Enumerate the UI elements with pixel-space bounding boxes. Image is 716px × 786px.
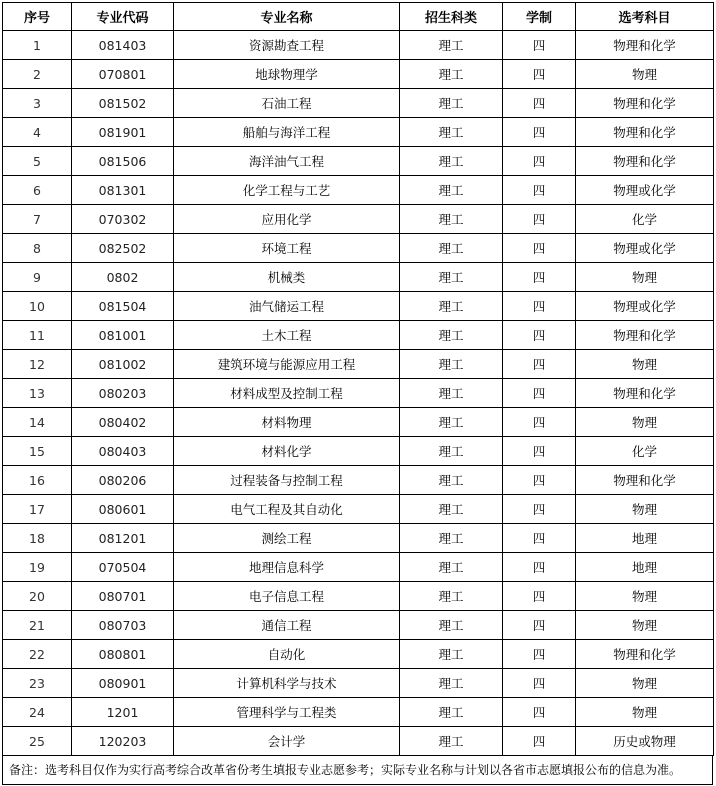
cell-major-name: 石油工程 [174,89,400,118]
cell-duration: 四 [503,611,576,640]
cell-major-name: 土木工程 [174,321,400,350]
cell-code: 080402 [72,408,174,437]
cell-subjects: 物理或化学 [576,292,714,321]
cell-duration: 四 [503,582,576,611]
cell-major-name: 资源勘查工程 [174,31,400,60]
cell-code: 081506 [72,147,174,176]
majors-table-container [2,2,713,785]
cell-duration: 四 [503,553,576,582]
cell-major-name: 电气工程及其自动化 [174,495,400,524]
cell-duration: 四 [503,118,576,147]
cell-index: 10 [3,292,72,321]
footnote: 备注：选考科目仅作为实行高考综合改革省份考生填报专业志愿参考；实际专业名称与计划以各省市志愿填报公布的信息为准。 [2,756,713,785]
cell-major-name: 环境工程 [174,234,400,263]
cell-category: 理工 [400,350,503,379]
cell-major-name: 应用化学 [174,205,400,234]
cell-duration: 四 [503,350,576,379]
table-row [3,437,714,466]
cell-index: 2 [3,60,72,89]
cell-code: 070302 [72,205,174,234]
cell-duration: 四 [503,495,576,524]
cell-duration: 四 [503,408,576,437]
cell-index: 13 [3,379,72,408]
cell-category: 理工 [400,524,503,553]
cell-duration: 四 [503,321,576,350]
cell-subjects: 地理 [576,553,714,582]
table-row [3,205,714,234]
cell-code: 080403 [72,437,174,466]
cell-major-name: 地理信息科学 [174,553,400,582]
table-row [3,147,714,176]
cell-index: 15 [3,437,72,466]
cell-category: 理工 [400,234,503,263]
cell-category: 理工 [400,60,503,89]
header-duration: 学制 [503,3,576,31]
cell-code: 080601 [72,495,174,524]
table-row [3,466,714,495]
cell-subjects: 物理和化学 [576,379,714,408]
table-row [3,698,714,727]
cell-major-name: 材料化学 [174,437,400,466]
cell-index: 17 [3,495,72,524]
cell-index: 18 [3,524,72,553]
cell-code: 080701 [72,582,174,611]
cell-code: 081504 [72,292,174,321]
cell-major-name: 材料物理 [174,408,400,437]
cell-subjects: 物理或化学 [576,234,714,263]
cell-major-name: 计算机科学与技术 [174,669,400,698]
cell-index: 7 [3,205,72,234]
cell-index: 3 [3,89,72,118]
table-row [3,31,714,60]
cell-duration: 四 [503,292,576,321]
cell-major-name: 通信工程 [174,611,400,640]
cell-category: 理工 [400,640,503,669]
cell-index: 22 [3,640,72,669]
cell-category: 理工 [400,553,503,582]
cell-index: 6 [3,176,72,205]
cell-subjects: 物理和化学 [576,147,714,176]
cell-subjects: 物理 [576,350,714,379]
cell-duration: 四 [503,698,576,727]
table-row [3,553,714,582]
cell-index: 9 [3,263,72,292]
cell-duration: 四 [503,669,576,698]
cell-duration: 四 [503,379,576,408]
table-row [3,408,714,437]
cell-category: 理工 [400,698,503,727]
cell-category: 理工 [400,437,503,466]
table-row [3,321,714,350]
cell-subjects: 物理 [576,408,714,437]
cell-category: 理工 [400,727,503,756]
cell-category: 理工 [400,379,503,408]
table-body [3,31,714,756]
cell-duration: 四 [503,263,576,292]
cell-duration: 四 [503,176,576,205]
cell-major-name: 管理科学与工程类 [174,698,400,727]
cell-index: 5 [3,147,72,176]
header-subjects: 选考科目 [576,3,714,31]
cell-major-name: 化学工程与工艺 [174,176,400,205]
cell-duration: 四 [503,147,576,176]
cell-category: 理工 [400,582,503,611]
header-code: 专业代码 [72,3,174,31]
cell-category: 理工 [400,118,503,147]
table-row [3,60,714,89]
cell-index: 23 [3,669,72,698]
cell-duration: 四 [503,60,576,89]
cell-code: 080901 [72,669,174,698]
cell-category: 理工 [400,205,503,234]
cell-category: 理工 [400,466,503,495]
table-row [3,350,714,379]
cell-category: 理工 [400,321,503,350]
cell-subjects: 物理和化学 [576,466,714,495]
cell-major-name: 材料成型及控制工程 [174,379,400,408]
cell-subjects: 物理 [576,263,714,292]
table-row [3,582,714,611]
cell-category: 理工 [400,31,503,60]
cell-index: 19 [3,553,72,582]
table-row [3,89,714,118]
cell-major-name: 海洋油气工程 [174,147,400,176]
cell-duration: 四 [503,234,576,263]
cell-index: 25 [3,727,72,756]
table-row [3,611,714,640]
cell-subjects: 物理 [576,698,714,727]
cell-code: 0802 [72,263,174,292]
cell-code: 070504 [72,553,174,582]
header-index: 序号 [3,3,72,31]
cell-duration: 四 [503,640,576,669]
cell-major-name: 自动化 [174,640,400,669]
cell-category: 理工 [400,176,503,205]
header-major-name: 专业名称 [174,3,400,31]
cell-code: 081502 [72,89,174,118]
cell-subjects: 历史或物理 [576,727,714,756]
cell-subjects: 物理和化学 [576,118,714,147]
table-row [3,495,714,524]
cell-category: 理工 [400,147,503,176]
cell-code: 081301 [72,176,174,205]
cell-subjects: 地理 [576,524,714,553]
cell-index: 11 [3,321,72,350]
table-row [3,727,714,756]
cell-duration: 四 [503,31,576,60]
cell-code: 081403 [72,31,174,60]
cell-major-name: 船舶与海洋工程 [174,118,400,147]
cell-index: 4 [3,118,72,147]
cell-subjects: 物理 [576,611,714,640]
cell-index: 12 [3,350,72,379]
cell-code: 080203 [72,379,174,408]
cell-code: 1201 [72,698,174,727]
cell-duration: 四 [503,437,576,466]
cell-duration: 四 [503,89,576,118]
cell-subjects: 化学 [576,205,714,234]
table-row [3,118,714,147]
cell-major-name: 建筑环境与能源应用工程 [174,350,400,379]
cell-category: 理工 [400,292,503,321]
cell-index: 24 [3,698,72,727]
table-row [3,176,714,205]
cell-code: 120203 [72,727,174,756]
table-row [3,292,714,321]
table-row [3,524,714,553]
cell-major-name: 地球物理学 [174,60,400,89]
cell-subjects: 物理和化学 [576,31,714,60]
cell-subjects: 物理或化学 [576,176,714,205]
cell-index: 21 [3,611,72,640]
cell-code: 081201 [72,524,174,553]
cell-code: 080703 [72,611,174,640]
cell-duration: 四 [503,466,576,495]
cell-category: 理工 [400,495,503,524]
cell-index: 1 [3,31,72,60]
cell-duration: 四 [503,524,576,553]
cell-subjects: 物理 [576,495,714,524]
cell-category: 理工 [400,669,503,698]
cell-major-name: 过程装备与控制工程 [174,466,400,495]
cell-category: 理工 [400,263,503,292]
table-row [3,263,714,292]
cell-code: 081002 [72,350,174,379]
cell-category: 理工 [400,89,503,118]
cell-subjects: 化学 [576,437,714,466]
cell-code: 081001 [72,321,174,350]
cell-major-name: 机械类 [174,263,400,292]
table-row [3,640,714,669]
table-row [3,234,714,263]
cell-subjects: 物理和化学 [576,321,714,350]
cell-code: 080206 [72,466,174,495]
cell-major-name: 油气储运工程 [174,292,400,321]
cell-index: 16 [3,466,72,495]
cell-category: 理工 [400,611,503,640]
cell-major-name: 电子信息工程 [174,582,400,611]
cell-index: 8 [3,234,72,263]
cell-major-name: 会计学 [174,727,400,756]
cell-duration: 四 [503,727,576,756]
table-header-row [3,3,714,31]
cell-subjects: 物理 [576,60,714,89]
cell-category: 理工 [400,408,503,437]
table-row [3,379,714,408]
cell-subjects: 物理 [576,669,714,698]
header-category: 招生科类 [400,3,503,31]
cell-index: 20 [3,582,72,611]
cell-index: 14 [3,408,72,437]
cell-code: 080801 [72,640,174,669]
cell-major-name: 测绘工程 [174,524,400,553]
table-row [3,669,714,698]
cell-code: 081901 [72,118,174,147]
cell-subjects: 物理和化学 [576,89,714,118]
cell-subjects: 物理和化学 [576,640,714,669]
cell-subjects: 物理 [576,582,714,611]
cell-code: 082502 [72,234,174,263]
cell-code: 070801 [72,60,174,89]
cell-duration: 四 [503,205,576,234]
majors-table [2,2,714,756]
